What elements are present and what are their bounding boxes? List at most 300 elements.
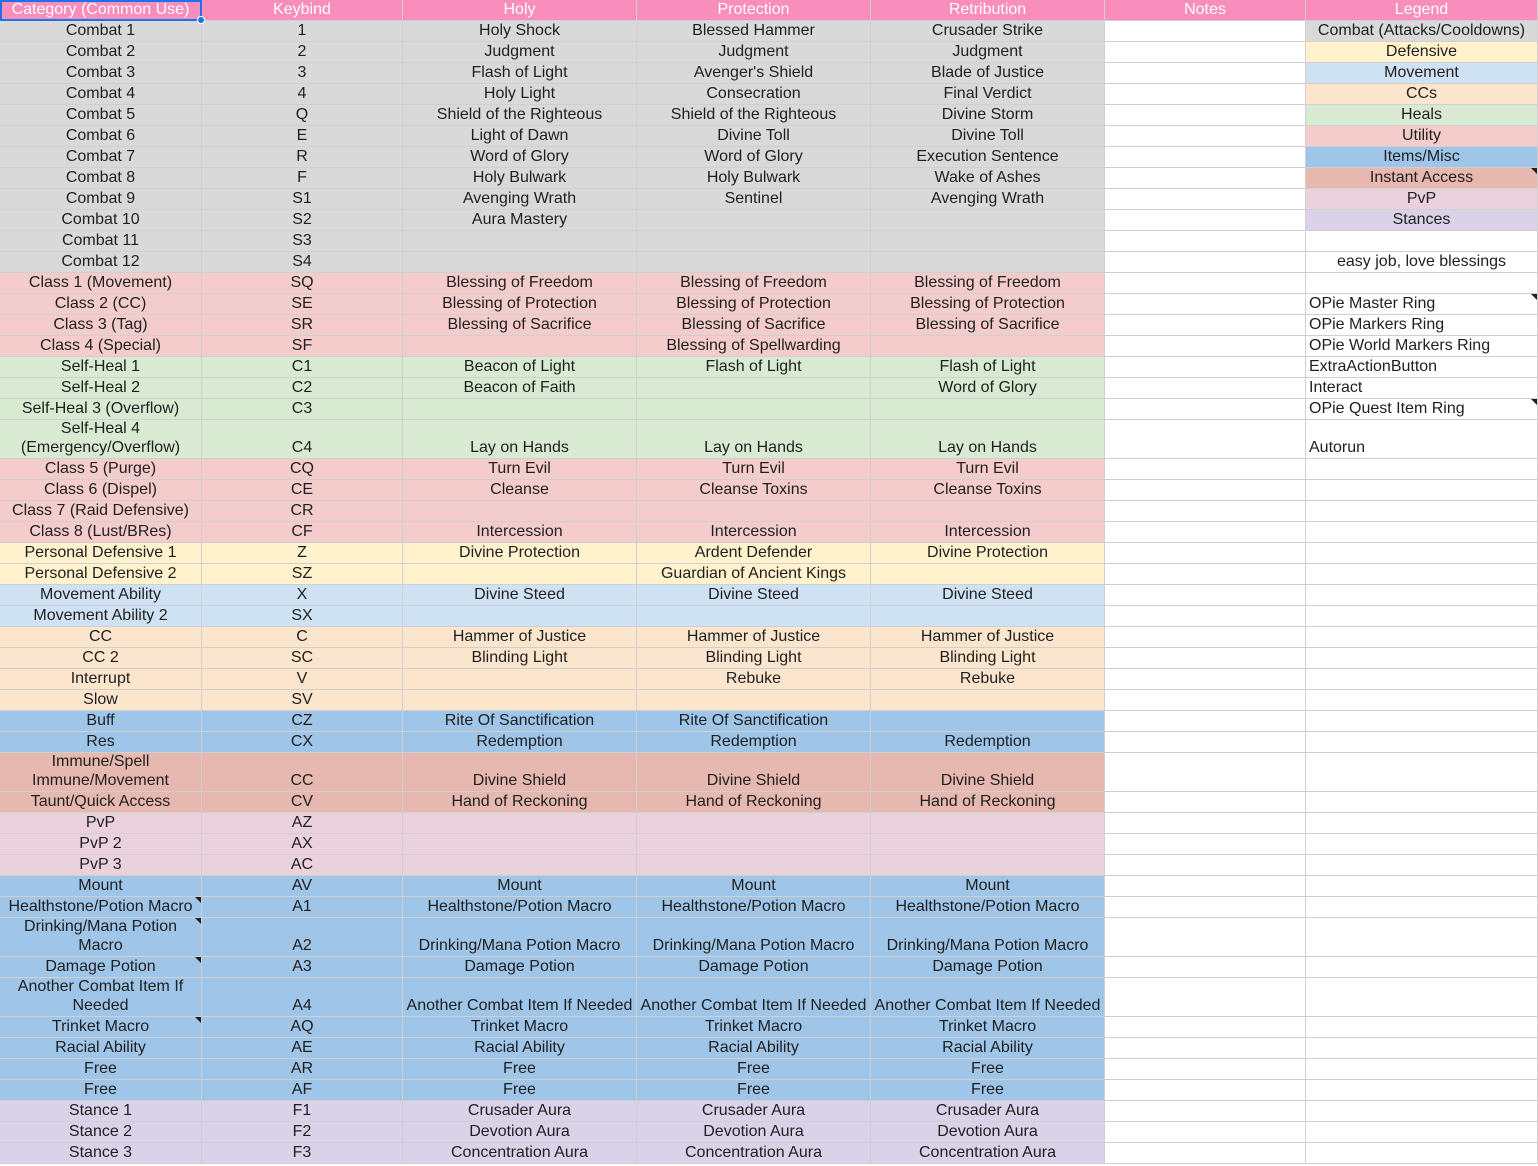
cell-keybind[interactable] [202,606,403,627]
cell-legend[interactable] [1306,168,1538,189]
cell-keybind[interactable] [202,315,403,336]
cell-retribution[interactable] [871,897,1105,918]
cell-legend[interactable] [1306,855,1538,876]
cell-keybind[interactable] [202,84,403,105]
cell-holy[interactable] [403,648,637,669]
cell-notes[interactable] [1105,1080,1306,1101]
cell-legend[interactable] [1306,378,1538,399]
cell-notes[interactable] [1105,627,1306,648]
header-legend[interactable] [1306,0,1538,21]
cell-retribution[interactable] [871,189,1105,210]
cell-notes[interactable] [1105,315,1306,336]
cell-holy[interactable] [403,876,637,897]
cell-legend[interactable] [1306,543,1538,564]
cell-retribution[interactable] [871,42,1105,63]
cell-keybind[interactable] [202,585,403,606]
cell-protection[interactable] [637,792,871,813]
cell-protection[interactable] [637,63,871,84]
cell-category[interactable] [0,378,202,399]
cell-notes[interactable] [1105,585,1306,606]
cell-legend[interactable] [1306,585,1538,606]
cell-holy[interactable] [403,813,637,834]
cell-retribution[interactable] [871,813,1105,834]
cell-protection[interactable] [637,147,871,168]
cell-legend[interactable] [1306,1143,1538,1164]
cell-category[interactable] [0,1080,202,1101]
cell-retribution[interactable] [871,378,1105,399]
cell-retribution[interactable] [871,1122,1105,1143]
cell-protection[interactable] [637,897,871,918]
cell-keybind[interactable] [202,564,403,585]
comment-indicator-icon[interactable] [195,957,201,963]
cell-category[interactable] [0,792,202,813]
cell-category[interactable] [0,459,202,480]
cell-notes[interactable] [1105,1017,1306,1038]
cell-protection[interactable] [637,294,871,315]
cell-legend[interactable] [1306,273,1538,294]
cell-protection[interactable] [637,711,871,732]
cell-keybind[interactable] [202,459,403,480]
cell-category[interactable] [0,315,202,336]
cell-holy[interactable] [403,543,637,564]
cell-notes[interactable] [1105,294,1306,315]
cell-keybind[interactable] [202,105,403,126]
cell-keybind[interactable] [202,753,403,792]
cell-keybind[interactable] [202,1143,403,1164]
cell-holy[interactable] [403,897,637,918]
cell-category[interactable] [0,399,202,420]
cell-notes[interactable] [1105,978,1306,1017]
cell-category[interactable] [0,978,202,1017]
cell-retribution[interactable] [871,627,1105,648]
cell-protection[interactable] [637,876,871,897]
cell-protection[interactable] [637,732,871,753]
cell-retribution[interactable] [871,957,1105,978]
cell-category[interactable] [0,690,202,711]
cell-category[interactable] [0,543,202,564]
cell-notes[interactable] [1105,420,1306,459]
cell-protection[interactable] [637,336,871,357]
cell-keybind[interactable] [202,792,403,813]
cell-retribution[interactable] [871,480,1105,501]
cell-keybind[interactable] [202,21,403,42]
cell-holy[interactable] [403,957,637,978]
cell-retribution[interactable] [871,501,1105,522]
cell-holy[interactable] [403,501,637,522]
cell-legend[interactable] [1306,84,1538,105]
cell-category[interactable] [0,21,202,42]
cell-holy[interactable] [403,399,637,420]
cell-category[interactable] [0,105,202,126]
cell-notes[interactable] [1105,378,1306,399]
cell-holy[interactable] [403,669,637,690]
cell-retribution[interactable] [871,336,1105,357]
cell-protection[interactable] [637,168,871,189]
cell-holy[interactable] [403,357,637,378]
cell-legend[interactable] [1306,1122,1538,1143]
cell-holy[interactable] [403,918,637,957]
cell-keybind[interactable] [202,978,403,1017]
comment-indicator-icon[interactable] [195,918,201,924]
cell-keybind[interactable] [202,420,403,459]
comment-indicator-icon[interactable] [1531,399,1537,405]
cell-holy[interactable] [403,732,637,753]
cell-legend[interactable] [1306,63,1538,84]
cell-notes[interactable] [1105,42,1306,63]
cell-legend[interactable] [1306,480,1538,501]
cell-legend[interactable] [1306,753,1538,792]
cell-holy[interactable] [403,753,637,792]
cell-legend[interactable] [1306,42,1538,63]
cell-holy[interactable] [403,606,637,627]
cell-keybind[interactable] [202,501,403,522]
cell-protection[interactable] [637,543,871,564]
cell-legend[interactable] [1306,813,1538,834]
cell-retribution[interactable] [871,648,1105,669]
cell-holy[interactable] [403,273,637,294]
cell-retribution[interactable] [871,84,1105,105]
cell-keybind[interactable] [202,1059,403,1080]
cell-legend[interactable] [1306,606,1538,627]
cell-retribution[interactable] [871,252,1105,273]
cell-protection[interactable] [637,126,871,147]
cell-retribution[interactable] [871,399,1105,420]
cell-legend[interactable] [1306,336,1538,357]
cell-category[interactable] [0,813,202,834]
cell-retribution[interactable] [871,1101,1105,1122]
cell-holy[interactable] [403,711,637,732]
cell-protection[interactable] [637,84,871,105]
cell-category[interactable] [0,732,202,753]
cell-legend[interactable] [1306,357,1538,378]
cell-legend[interactable] [1306,21,1538,42]
cell-category[interactable] [0,420,202,459]
cell-keybind[interactable] [202,357,403,378]
cell-legend[interactable] [1306,126,1538,147]
cell-legend[interactable] [1306,627,1538,648]
cell-legend[interactable] [1306,1038,1538,1059]
cell-category[interactable] [0,42,202,63]
header-protection[interactable] [637,0,871,21]
cell-holy[interactable] [403,420,637,459]
cell-legend[interactable] [1306,918,1538,957]
cell-holy[interactable] [403,252,637,273]
cell-protection[interactable] [637,1059,871,1080]
cell-notes[interactable] [1105,336,1306,357]
cell-holy[interactable] [403,84,637,105]
cell-retribution[interactable] [871,690,1105,711]
cell-holy[interactable] [403,105,637,126]
cell-legend[interactable] [1306,690,1538,711]
cell-legend[interactable] [1306,957,1538,978]
cell-holy[interactable] [403,63,637,84]
comment-indicator-icon[interactable] [1531,294,1537,300]
cell-holy[interactable] [403,627,637,648]
cell-protection[interactable] [637,357,871,378]
cell-keybind[interactable] [202,1101,403,1122]
fill-handle[interactable] [197,16,205,24]
cell-category[interactable] [0,1059,202,1080]
cell-protection[interactable] [637,1017,871,1038]
cell-keybind[interactable] [202,711,403,732]
cell-legend[interactable] [1306,669,1538,690]
cell-protection[interactable] [637,564,871,585]
cell-category[interactable] [0,63,202,84]
cell-protection[interactable] [637,420,871,459]
cell-keybind[interactable] [202,126,403,147]
header-keybind[interactable] [202,0,403,21]
cell-protection[interactable] [637,501,871,522]
cell-category[interactable] [0,501,202,522]
cell-notes[interactable] [1105,897,1306,918]
cell-retribution[interactable] [871,168,1105,189]
cell-keybind[interactable] [202,399,403,420]
cell-keybind[interactable] [202,1017,403,1038]
cell-retribution[interactable] [871,1080,1105,1101]
cell-category[interactable] [0,336,202,357]
cell-notes[interactable] [1105,957,1306,978]
cell-retribution[interactable] [871,126,1105,147]
cell-keybind[interactable] [202,294,403,315]
cell-keybind[interactable] [202,168,403,189]
cell-notes[interactable] [1105,648,1306,669]
cell-notes[interactable] [1105,834,1306,855]
cell-category[interactable] [0,897,202,918]
cell-protection[interactable] [637,669,871,690]
cell-holy[interactable] [403,1122,637,1143]
cell-holy[interactable] [403,1038,637,1059]
cell-notes[interactable] [1105,252,1306,273]
cell-holy[interactable] [403,834,637,855]
cell-retribution[interactable] [871,459,1105,480]
cell-legend[interactable] [1306,210,1538,231]
cell-notes[interactable] [1105,1059,1306,1080]
cell-retribution[interactable] [871,711,1105,732]
cell-legend[interactable] [1306,231,1538,252]
cell-notes[interactable] [1105,168,1306,189]
cell-notes[interactable] [1105,1122,1306,1143]
cell-protection[interactable] [637,273,871,294]
header-notes[interactable] [1105,0,1306,21]
cell-legend[interactable] [1306,792,1538,813]
cell-protection[interactable] [637,252,871,273]
cell-legend[interactable] [1306,147,1538,168]
cell-notes[interactable] [1105,564,1306,585]
cell-notes[interactable] [1105,126,1306,147]
cell-category[interactable] [0,273,202,294]
cell-holy[interactable] [403,564,637,585]
cell-legend[interactable] [1306,648,1538,669]
cell-category[interactable] [0,918,202,957]
cell-retribution[interactable] [871,522,1105,543]
cell-keybind[interactable] [202,210,403,231]
cell-protection[interactable] [637,813,871,834]
cell-notes[interactable] [1105,669,1306,690]
comment-indicator-icon[interactable] [195,897,201,903]
cell-retribution[interactable] [871,231,1105,252]
cell-notes[interactable] [1105,21,1306,42]
cell-retribution[interactable] [871,732,1105,753]
cell-category[interactable] [0,522,202,543]
cell-protection[interactable] [637,855,871,876]
cell-category[interactable] [0,627,202,648]
cell-holy[interactable] [403,1101,637,1122]
cell-legend[interactable] [1306,315,1538,336]
cell-notes[interactable] [1105,501,1306,522]
header-retribution[interactable] [871,0,1105,21]
cell-retribution[interactable] [871,1143,1105,1164]
cell-holy[interactable] [403,1059,637,1080]
cell-legend[interactable] [1306,399,1538,420]
cell-keybind[interactable] [202,834,403,855]
cell-retribution[interactable] [871,420,1105,459]
cell-notes[interactable] [1105,606,1306,627]
cell-notes[interactable] [1105,84,1306,105]
cell-protection[interactable] [637,1143,871,1164]
cell-category[interactable] [0,606,202,627]
cell-holy[interactable] [403,42,637,63]
cell-notes[interactable] [1105,63,1306,84]
cell-protection[interactable] [637,399,871,420]
cell-notes[interactable] [1105,1143,1306,1164]
cell-category[interactable] [0,585,202,606]
cell-category[interactable] [0,84,202,105]
cell-holy[interactable] [403,522,637,543]
cell-protection[interactable] [637,1101,871,1122]
cell-holy[interactable] [403,126,637,147]
cell-keybind[interactable] [202,42,403,63]
cell-legend[interactable] [1306,1059,1538,1080]
header-holy[interactable] [403,0,637,21]
cell-retribution[interactable] [871,315,1105,336]
cell-notes[interactable] [1105,876,1306,897]
cell-retribution[interactable] [871,543,1105,564]
cell-notes[interactable] [1105,711,1306,732]
cell-legend[interactable] [1306,420,1538,459]
cell-notes[interactable] [1105,732,1306,753]
cell-notes[interactable] [1105,543,1306,564]
cell-category[interactable] [0,1101,202,1122]
cell-protection[interactable] [637,690,871,711]
cell-holy[interactable] [403,690,637,711]
cell-category[interactable] [0,189,202,210]
cell-category[interactable] [0,564,202,585]
cell-retribution[interactable] [871,63,1105,84]
cell-retribution[interactable] [871,273,1105,294]
cell-category[interactable] [0,711,202,732]
cell-legend[interactable] [1306,978,1538,1017]
cell-retribution[interactable] [871,792,1105,813]
cell-legend[interactable] [1306,294,1538,315]
header-category[interactable] [0,0,202,21]
cell-keybind[interactable] [202,63,403,84]
cell-keybind[interactable] [202,543,403,564]
cell-keybind[interactable] [202,1038,403,1059]
cell-keybind[interactable] [202,231,403,252]
cell-legend[interactable] [1306,876,1538,897]
cell-legend[interactable] [1306,459,1538,480]
cell-protection[interactable] [637,606,871,627]
cell-retribution[interactable] [871,876,1105,897]
cell-retribution[interactable] [871,294,1105,315]
cell-holy[interactable] [403,378,637,399]
cell-protection[interactable] [637,480,871,501]
cell-keybind[interactable] [202,522,403,543]
cell-holy[interactable] [403,315,637,336]
cell-holy[interactable] [403,480,637,501]
cell-holy[interactable] [403,294,637,315]
cell-legend[interactable] [1306,189,1538,210]
cell-category[interactable] [0,168,202,189]
cell-keybind[interactable] [202,876,403,897]
cell-keybind[interactable] [202,480,403,501]
cell-holy[interactable] [403,336,637,357]
cell-notes[interactable] [1105,522,1306,543]
cell-category[interactable] [0,876,202,897]
cell-retribution[interactable] [871,855,1105,876]
cell-retribution[interactable] [871,1038,1105,1059]
cell-protection[interactable] [637,42,871,63]
cell-notes[interactable] [1105,189,1306,210]
cell-holy[interactable] [403,1080,637,1101]
cell-keybind[interactable] [202,252,403,273]
cell-holy[interactable] [403,855,637,876]
cell-category[interactable] [0,1017,202,1038]
cell-category[interactable] [0,294,202,315]
cell-keybind[interactable] [202,957,403,978]
cell-keybind[interactable] [202,627,403,648]
cell-legend[interactable] [1306,522,1538,543]
cell-notes[interactable] [1105,918,1306,957]
cell-category[interactable] [0,669,202,690]
cell-keybind[interactable] [202,669,403,690]
cell-notes[interactable] [1105,1038,1306,1059]
cell-category[interactable] [0,855,202,876]
cell-protection[interactable] [637,1038,871,1059]
cell-legend[interactable] [1306,1080,1538,1101]
cell-holy[interactable] [403,459,637,480]
cell-retribution[interactable] [871,357,1105,378]
cell-legend[interactable] [1306,105,1538,126]
cell-notes[interactable] [1105,147,1306,168]
cell-protection[interactable] [637,522,871,543]
cell-holy[interactable] [403,210,637,231]
cell-legend[interactable] [1306,732,1538,753]
cell-category[interactable] [0,210,202,231]
cell-protection[interactable] [637,315,871,336]
cell-retribution[interactable] [871,669,1105,690]
cell-holy[interactable] [403,189,637,210]
cell-legend[interactable] [1306,834,1538,855]
cell-category[interactable] [0,834,202,855]
cell-protection[interactable] [637,585,871,606]
cell-keybind[interactable] [202,897,403,918]
cell-protection[interactable] [637,978,871,1017]
cell-keybind[interactable] [202,732,403,753]
cell-retribution[interactable] [871,918,1105,957]
cell-retribution[interactable] [871,105,1105,126]
cell-holy[interactable] [403,21,637,42]
cell-notes[interactable] [1105,105,1306,126]
cell-notes[interactable] [1105,480,1306,501]
cell-keybind[interactable] [202,918,403,957]
cell-holy[interactable] [403,978,637,1017]
cell-keybind[interactable] [202,855,403,876]
cell-retribution[interactable] [871,147,1105,168]
cell-holy[interactable] [403,1017,637,1038]
cell-legend[interactable] [1306,1101,1538,1122]
cell-keybind[interactable] [202,147,403,168]
